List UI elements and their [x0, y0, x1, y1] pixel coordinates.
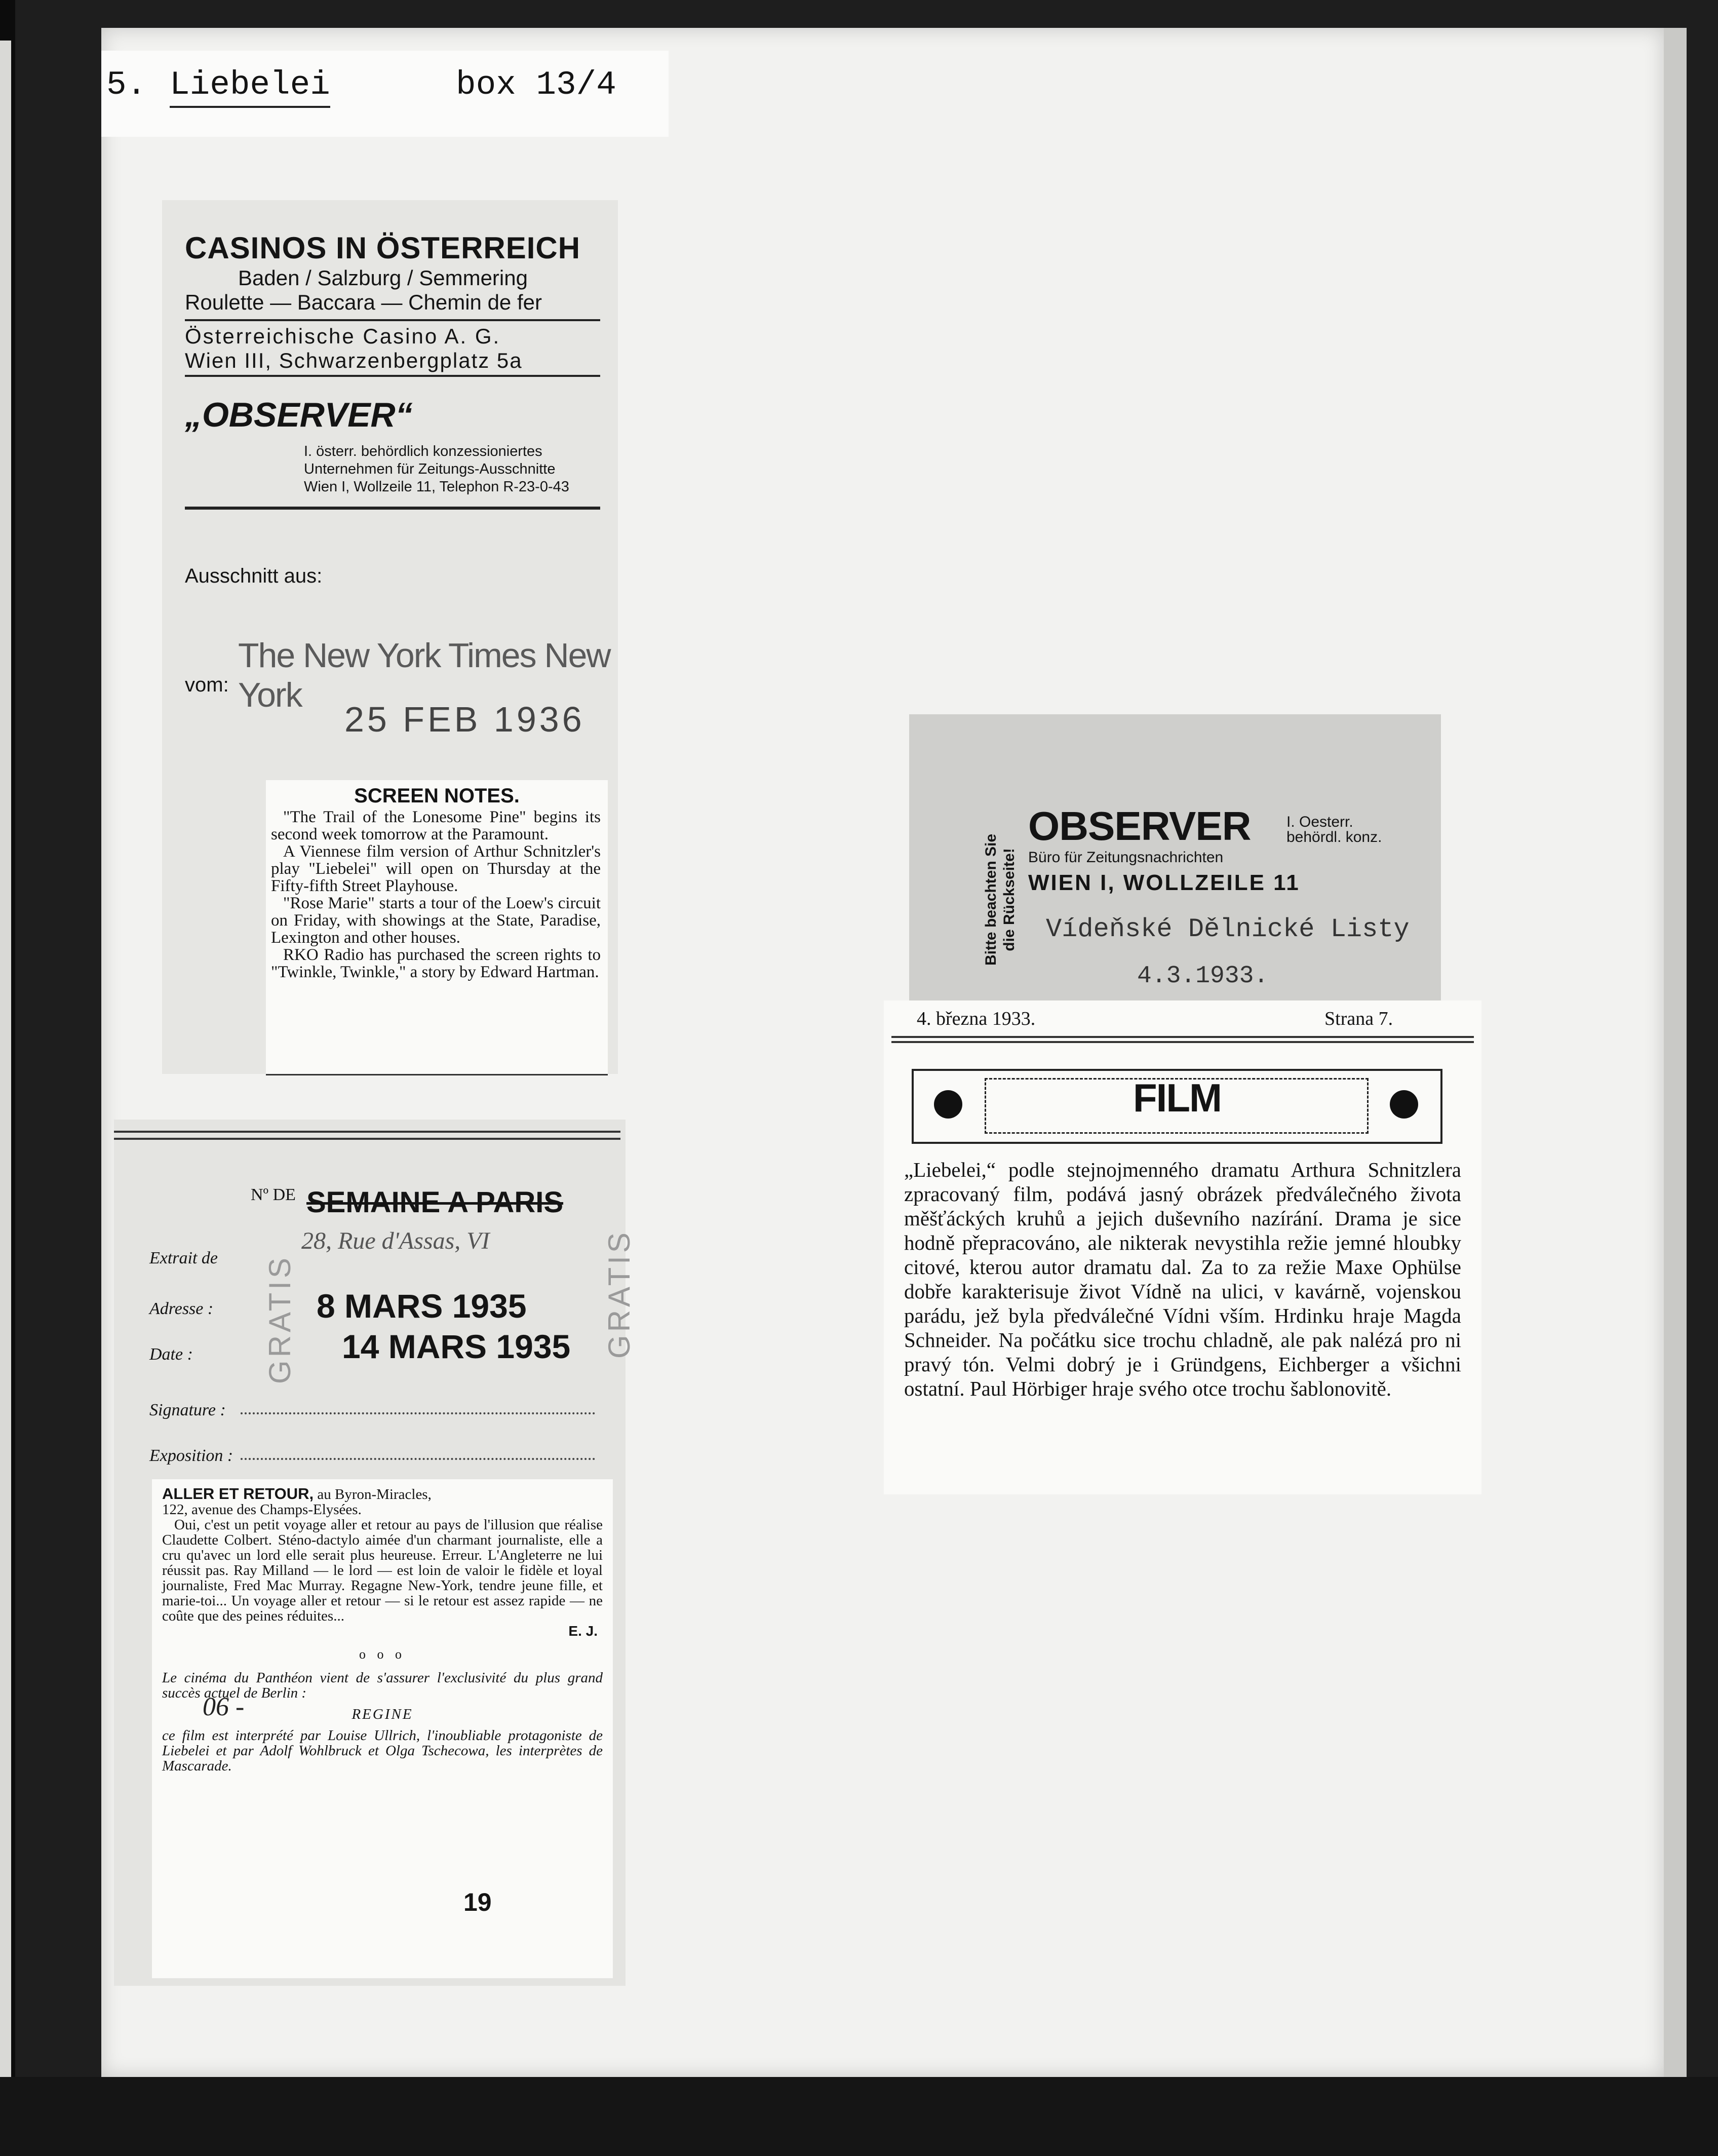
- divider: [114, 1131, 620, 1133]
- gratis-stamp: GRATIS: [602, 1229, 636, 1359]
- observer-small-1: I. Oesterr.: [1286, 814, 1353, 830]
- observer-line-3: Wien I, Wollzeile 11, Telephon R-23-0-43: [304, 479, 569, 495]
- side-notice: [982, 803, 1019, 996]
- observer-name: „OBSERVER“: [185, 396, 413, 434]
- number-label: Nº DE: [251, 1185, 296, 1204]
- review-venue: au Byron-Miracles,: [317, 1486, 432, 1503]
- bottom-film-band: [0, 2077, 1718, 2156]
- signature-label: Signature :: [149, 1401, 226, 1419]
- newspaper-stamp: The New York Times New York: [238, 636, 610, 714]
- page-label: Strana 7.: [1324, 1008, 1393, 1029]
- screen-notes-paragraph: "Rose Marie" starts a tour of the Loew's circuit on Friday, with showings at the State, Paradise, Lexington and other houses.: [271, 894, 601, 947]
- observer-vienna-slip: [909, 714, 1441, 1023]
- observer-small-2: behördl. konz.: [1286, 829, 1382, 845]
- pantheon-notice: Le cinéma du Panthéon vient de s'assurer l'exclusivité du plus grand succès actuel de Berlin :: [162, 1670, 603, 1701]
- film-banner: [912, 1069, 1442, 1144]
- casinos-games: Roulette — Baccara — Chemin de fer: [185, 290, 542, 314]
- divider: [114, 1138, 620, 1140]
- casino-company: Österreichische Casino A. G.: [185, 324, 501, 348]
- signature-line: [241, 1412, 595, 1414]
- header-title: Liebelei: [170, 66, 330, 108]
- film-review-body: „Liebelei,“ podle stejnojmenného dramatu Arthura Schnitzlera zpracovaný film, podává jasný obrázek předválečného života měšťáckých kruhů a jejich duševního nazírání. Drama je sice hodně přepracováno, ale nikterak nevystihla režie jemné hloubky citové, kterou autor dramatu dal. Za to za režie Maxe Ophülse dobře karakterisuje život Vídně na ulici, v kavárně, vojenskou parádu, jež byla předválečné Vídni vším. Hrdinku hraje Magda Schneider. Na počátku sice trochu chladně, ale pak nalézá pro ni pravý tón. Velmi dobrý je i Gründgens, Eichberger a všichni ostatní. Paul Hörbiger hraje svého otce trochu šablonovitě.: [904, 1158, 1461, 1400]
- adresse-label: Adresse :: [149, 1299, 214, 1318]
- screen-notes-clipping: [266, 780, 608, 1075]
- casinos-locations: Baden / Salzburg / Semmering: [238, 266, 528, 290]
- header-number: 5.: [106, 66, 147, 104]
- newspaper-name: Vídeňské Dělnické Listy: [1046, 914, 1410, 944]
- banner-dot-icon: [1390, 1090, 1418, 1119]
- side-notice-line-2: die Rückseite!: [1001, 848, 1018, 951]
- aller-et-retour-clipping: [152, 1479, 613, 1978]
- date-label: Date :: [149, 1345, 193, 1364]
- observer-small-3: Büro für Zeitungsnachrichten: [1028, 849, 1224, 866]
- review-title: ALLER ET RETOUR,: [162, 1485, 314, 1503]
- separator: o o o: [359, 1647, 406, 1662]
- handwritten-mark: 06 -: [203, 1692, 245, 1721]
- vom-label: vom:: [185, 674, 229, 696]
- observer-address: WIEN I, WOLLZEILE 11: [1028, 870, 1300, 895]
- adjacent-page-edge: [0, 41, 11, 2092]
- film-section-title: FILM: [1133, 1075, 1221, 1120]
- publication-address: 28, Rue d'Assas, VI: [301, 1227, 490, 1254]
- observer-logo: OBSERVER: [1028, 803, 1251, 849]
- divider: [185, 319, 600, 321]
- film-title-regine: REGINE: [352, 1706, 413, 1722]
- exposition-label: Exposition :: [149, 1446, 233, 1465]
- publication-name: SEMAINE A PARIS: [306, 1186, 564, 1219]
- header-label: [101, 51, 669, 137]
- screen-notes-paragraph: "The Trail of the Lonesome Pine" begins its second week tomorrow at the Paramount.: [271, 808, 601, 843]
- issue-date: 4. března 1933.: [917, 1008, 1036, 1029]
- header-box: box 13/4: [456, 66, 616, 104]
- screen-notes-title: SCREEN NOTES.: [354, 785, 520, 807]
- casino-address: Wien III, Schwarzenbergplatz 5a: [185, 349, 523, 372]
- ausschnitt-label: Ausschnitt aus:: [185, 565, 323, 587]
- review-body: Oui, c'est un petit voyage aller et retour au pays de l'illusion que réalise Claudette Colbert. Sténo-dactylo aimée d'un charmant journaliste, elle a cru qu'avec un lord elle serait plus heureuse. Erreur. L'Angleterre ne lui réussit pas. Ray Milland — le lord — est loin de valoir le fidèle et loyal journaliste, Fred Mac Murray. Regagne New-York, tendre jeune fille, et marie-toi... Un voyage aller et retour — si le retour est assez rapide — ne coûte que des peines réduites...: [162, 1517, 603, 1624]
- date-stamp: 25 FEB 1936: [344, 700, 585, 739]
- date-stamp-2: 14 MARS 1935: [342, 1328, 571, 1365]
- divider: [891, 1041, 1474, 1043]
- screen-notes-paragraph: RKO Radio has purchased the screen rights to "Twinkle, Twinkle," a story by Edward Hartman.: [271, 946, 601, 981]
- page-number: 19: [463, 1888, 492, 1916]
- film-review-clipping: [884, 1000, 1481, 1494]
- side-notice-line-1: Bitte beachten Sie: [983, 833, 999, 966]
- casinos-title: CASINOS IN ÖSTERREICH: [185, 231, 581, 265]
- clipping-date: 4.3.1933.: [1137, 962, 1269, 990]
- review-address: 122, avenue des Champs-Elysées.: [162, 1502, 362, 1518]
- exposition-line: [241, 1458, 595, 1460]
- date-stamp-1: 8 MARS 1935: [317, 1287, 527, 1325]
- divider: [891, 1036, 1474, 1038]
- sheet-edge: [1664, 28, 1687, 2077]
- cast-notice: ce film est interprété par Louise Ullrich, l'inoubliable protagoniste de Liebelei et par Adolf Wohlbruck et Olga Tschecowa, les interprètes de Mascarade.: [162, 1727, 603, 1774]
- review-signature: E. J.: [568, 1623, 598, 1639]
- observer-line-2: Unternehmen für Zeitungs-Ausschnitte: [304, 461, 556, 477]
- gratis-stamp: GRATIS: [262, 1255, 297, 1384]
- observer-line-1: I. österr. behördlich konzessioniertes: [304, 443, 542, 459]
- screen-notes-paragraph: A Viennese film version of Arthur Schnitzler's play "Liebelei" will open on Thursday at the Fifty-fifth Street Playhouse.: [271, 842, 601, 895]
- divider: [185, 375, 600, 377]
- extrait-label: Extrait de: [149, 1249, 218, 1267]
- divider: [185, 507, 600, 510]
